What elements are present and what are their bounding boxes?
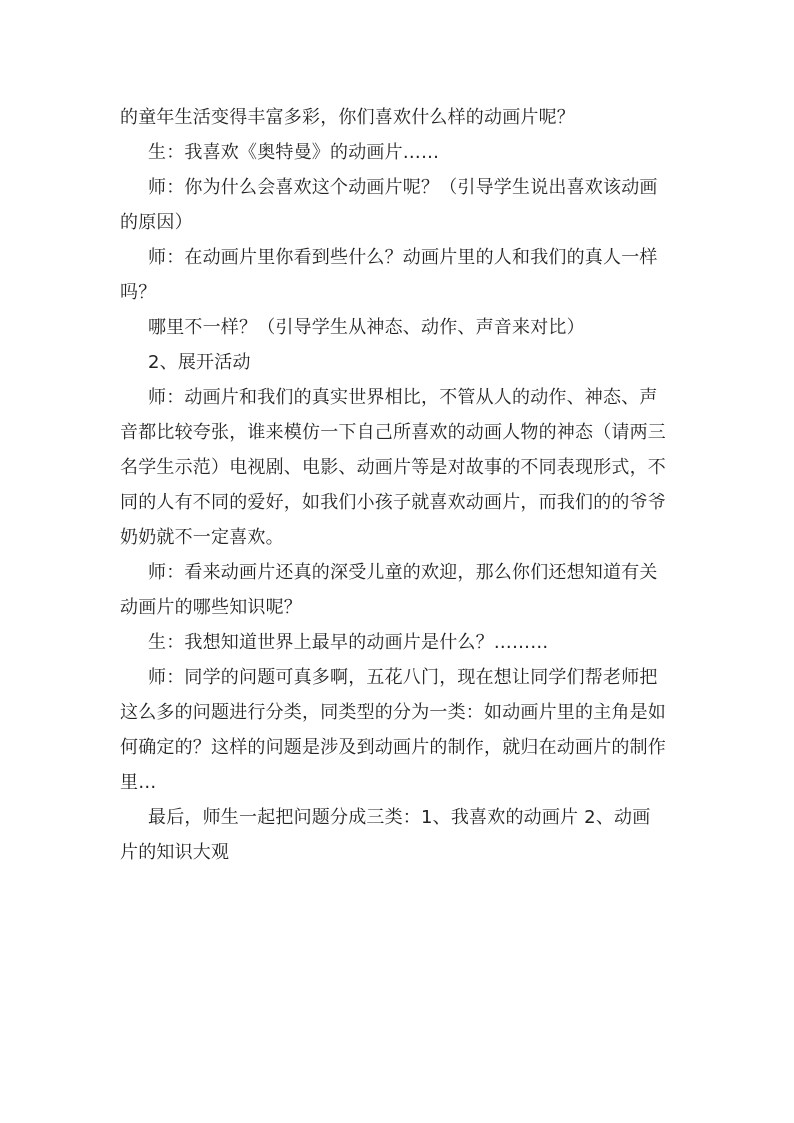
text-line: 音都比较夸张，谁来模仿一下自己所喜欢的动画人物的神态（请两三 [120, 422, 666, 443]
document-body [120, 100, 676, 870]
text-line: 何确定的？这样的问题是涉及到动画片的制作，就归在动画片的制作 [120, 737, 666, 758]
text-line: 片的知识大观 [120, 842, 230, 863]
text-line: 师：在动画片里你看到些什么？动画片里的人和我们的真人一样 [148, 247, 658, 268]
text-line: 的童年生活变得丰富多彩，你们喜欢什么样的动画片呢？ [120, 107, 575, 128]
text-line: 的原因） [120, 212, 193, 233]
text-line: 奶奶就不一定喜欢。 [120, 527, 284, 548]
text-line: 生：我想知道世界上最早的动画片是什么？……… [148, 632, 549, 653]
text-line: 最后，师生一起把问题分成三类：1、我喜欢的动画片 2、动画 [148, 807, 651, 828]
text-line: 动画片的哪些知识呢？ [120, 597, 302, 618]
text-line: 师：你为什么会喜欢这个动画片呢？（引导学生说出喜欢该动画 [148, 177, 658, 198]
text-line: 名学生示范）电视剧、电影、动画片等是对故事的不同表现形式，不 [120, 457, 666, 478]
text-line: 哪里不一样？（引导学生从神态、动作、声音来对比） [148, 317, 585, 338]
text-line: 吗？ [120, 282, 157, 303]
text-line: 师：看来动画片还真的深受儿童的欢迎，那么你们还想知道有关 [148, 562, 658, 583]
text-line: 师：动画片和我们的真实世界相比，不管从人的动作、神态、声 [148, 387, 658, 408]
text-line: 里… [120, 772, 157, 793]
text-line: 师：同学的问题可真多啊，五花八门，现在想让同学们帮老师把 [148, 667, 658, 688]
text-line: 同的人有不同的爱好，如我们小孩子就喜欢动画片，而我们的的爷爷 [120, 492, 666, 513]
section-heading: 2、展开活动 [148, 352, 251, 373]
text-line: 这么多的问题进行分类，同类型的分为一类：如动画片里的主角是如 [120, 702, 666, 723]
text-line: 生：我喜欢《奥特曼》的动画片…… [148, 142, 440, 163]
